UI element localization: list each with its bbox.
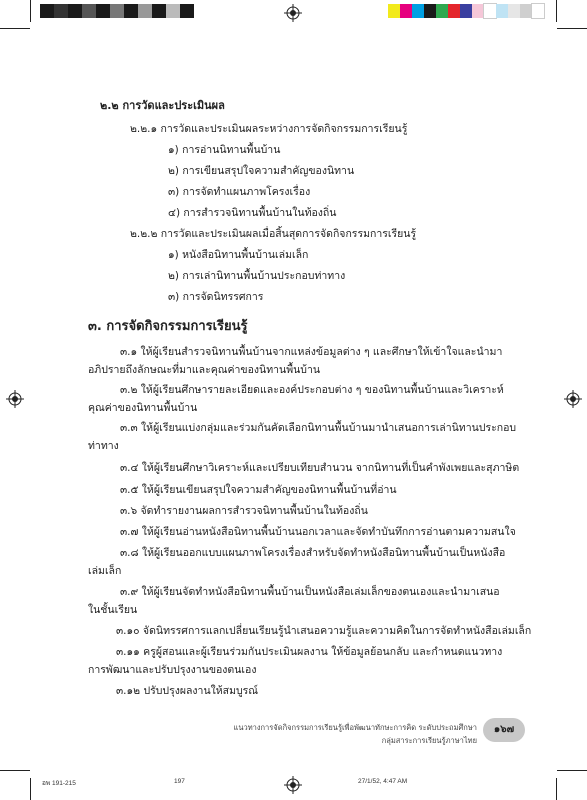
crop-mark — [557, 770, 587, 771]
activity-item: ๓.๖ จัดทำรายงานผลการสำรวจนิทานพื้นบ้านในท้องถิ่น — [120, 505, 368, 517]
list-item: ๑) การอ่านนิทานพื้นบ้าน — [168, 144, 281, 156]
activity-item-cont: คุณค่าของนิทานพื้นบ้าน — [88, 402, 198, 414]
list-item: ๓) การจัดนิทรรศการ — [168, 291, 264, 303]
crop-mark — [30, 0, 31, 22]
list-item: ๑) หนังสือนิทานพื้นบ้านเล่มเล็ก — [168, 249, 309, 261]
subsection-item: ๒.๒.๒ การวัดและประเมินผลเมื่อสิ้นสุดการจัดกิจกรรมการเรียนรู้ — [130, 228, 417, 240]
subsection-item: ๒.๒.๑ การวัดและประเมินผลระหว่างการจัดกิจกรรมการเรียนรู้ — [130, 123, 408, 135]
registration-mark-icon — [564, 390, 582, 408]
crop-mark — [556, 0, 557, 22]
activity-item: ๓.๓ ให้ผู้เรียนแบ่งกลุ่มและร่วมกันคัดเลือกนิทานพื้นบ้านมานำเสนอการเล่านิทานประกอบ — [120, 422, 517, 434]
list-item: ๓) การจัดทำแผนภาพโครงเรื่อง — [168, 186, 311, 198]
activity-item: ๓.๙ ให้ผู้เรียนจัดทำหนังสือนิทานพื้นบ้านเป็นหนังสือเล่มเล็กของตนเองและนำมาเสนอ — [120, 586, 500, 598]
footer-book-title: แนวทางการจัดกิจกรรมการเรียนรู้เพื่อพัฒนาทักษะการคิด ระดับประถมศึกษา — [233, 723, 477, 732]
activity-item-cont: อภิปรายถึงลักษณะที่มาและคุณค่าของนิทานพื้นบ้าน — [88, 364, 321, 376]
crop-mark — [30, 778, 31, 800]
section-heading: ๒.๒ การวัดและประเมินผล — [100, 99, 225, 112]
list-item: ๔) การสำรวจนิทานพื้นบ้านในท้องถิ่น — [168, 207, 337, 219]
list-item: ๒) การเขียนสรุปใจความสำคัญของนิทาน — [168, 165, 355, 177]
activity-item: ๓.๘ ให้ผู้เรียนออกแบบแผนภาพโครงเรื่องสำหรับจัดทำหนังสือนิทานพื้นบ้านเป็นหนังสือ — [120, 547, 506, 559]
activity-item: ๓.๑๐ จัดนิทรรศการแลกเปลี่ยนเรียนรู้นำเสนอความรู้และความคิดในการจัดทำหนังสือเล่มเล็ก — [116, 625, 532, 637]
activity-item: ๓.๕ ให้ผู้เรียนเขียนสรุปใจความสำคัญของนิทานพื้นบ้านที่อ่าน — [120, 484, 397, 496]
crop-mark — [557, 28, 587, 29]
registration-mark-icon — [6, 390, 24, 408]
activities-heading: ๓. การจัดกิจกรรมการเรียนรู้ — [88, 319, 248, 334]
print-slug-datetime: 27/1/52, 4:47 AM — [358, 778, 408, 785]
activity-item: ๓.๑๑ ครูผู้สอนและผู้เรียนร่วมกันประเมินผลงาน ให้ข้อมูลย้อนกลับ และกำหนดแนวทาง — [116, 646, 503, 658]
print-slug-file: อพ 191-215 — [42, 780, 76, 787]
print-color-bar — [388, 4, 544, 18]
activity-item-cont: ในชั้นเรียน — [88, 604, 138, 616]
activity-item: ๓.๒ ให้ผู้เรียนศึกษารายละเอียดและองค์ประกอบต่าง ๆ ของนิทานพื้นบ้านและวิเคราะห์ — [120, 384, 504, 396]
activity-item: ๓.๗ ให้ผู้เรียนอ่านหนังสือนิทานพื้นบ้านนอกเวลาและจัดทำบันทึกการอ่านตามความสนใจ — [120, 526, 516, 538]
activity-item: ๓.๔ ให้ผู้เรียนศึกษาวิเคราะห์และเปรียบเทียบสำนวน จากนิทานที่เป็นคำพังเพยและสุภาษิต — [120, 462, 520, 474]
crop-mark — [0, 770, 30, 771]
registration-mark-icon — [284, 776, 302, 794]
registration-mark-icon — [284, 4, 302, 22]
activity-item-cont: การพัฒนาและปรับปรุงงานของตนเอง — [88, 664, 257, 676]
print-slug-page: 197 — [174, 778, 185, 785]
activity-item: ๓.๑๒ ปรับปรุงผลงานให้สมบูรณ์ — [116, 685, 259, 697]
activity-item-cont: ท่าทาง — [88, 440, 119, 452]
print-registration-bar-left — [40, 4, 194, 18]
list-item: ๒) การเล่านิทานพื้นบ้านประกอบท่าทาง — [168, 270, 346, 282]
activity-item-cont: เล่มเล็ก — [88, 565, 122, 577]
crop-mark — [0, 28, 30, 29]
page-number-badge: ๑๖๗ — [483, 718, 525, 742]
footer-subject: กลุ่มสาระการเรียนรู้ภาษาไทย — [381, 736, 477, 745]
activity-item: ๓.๑ ให้ผู้เรียนสำรวจนิทานพื้นบ้านจากแหล่งข้อมูลต่าง ๆ และศึกษาให้เข้าใจและนำมา — [120, 346, 503, 358]
crop-mark — [556, 778, 557, 800]
